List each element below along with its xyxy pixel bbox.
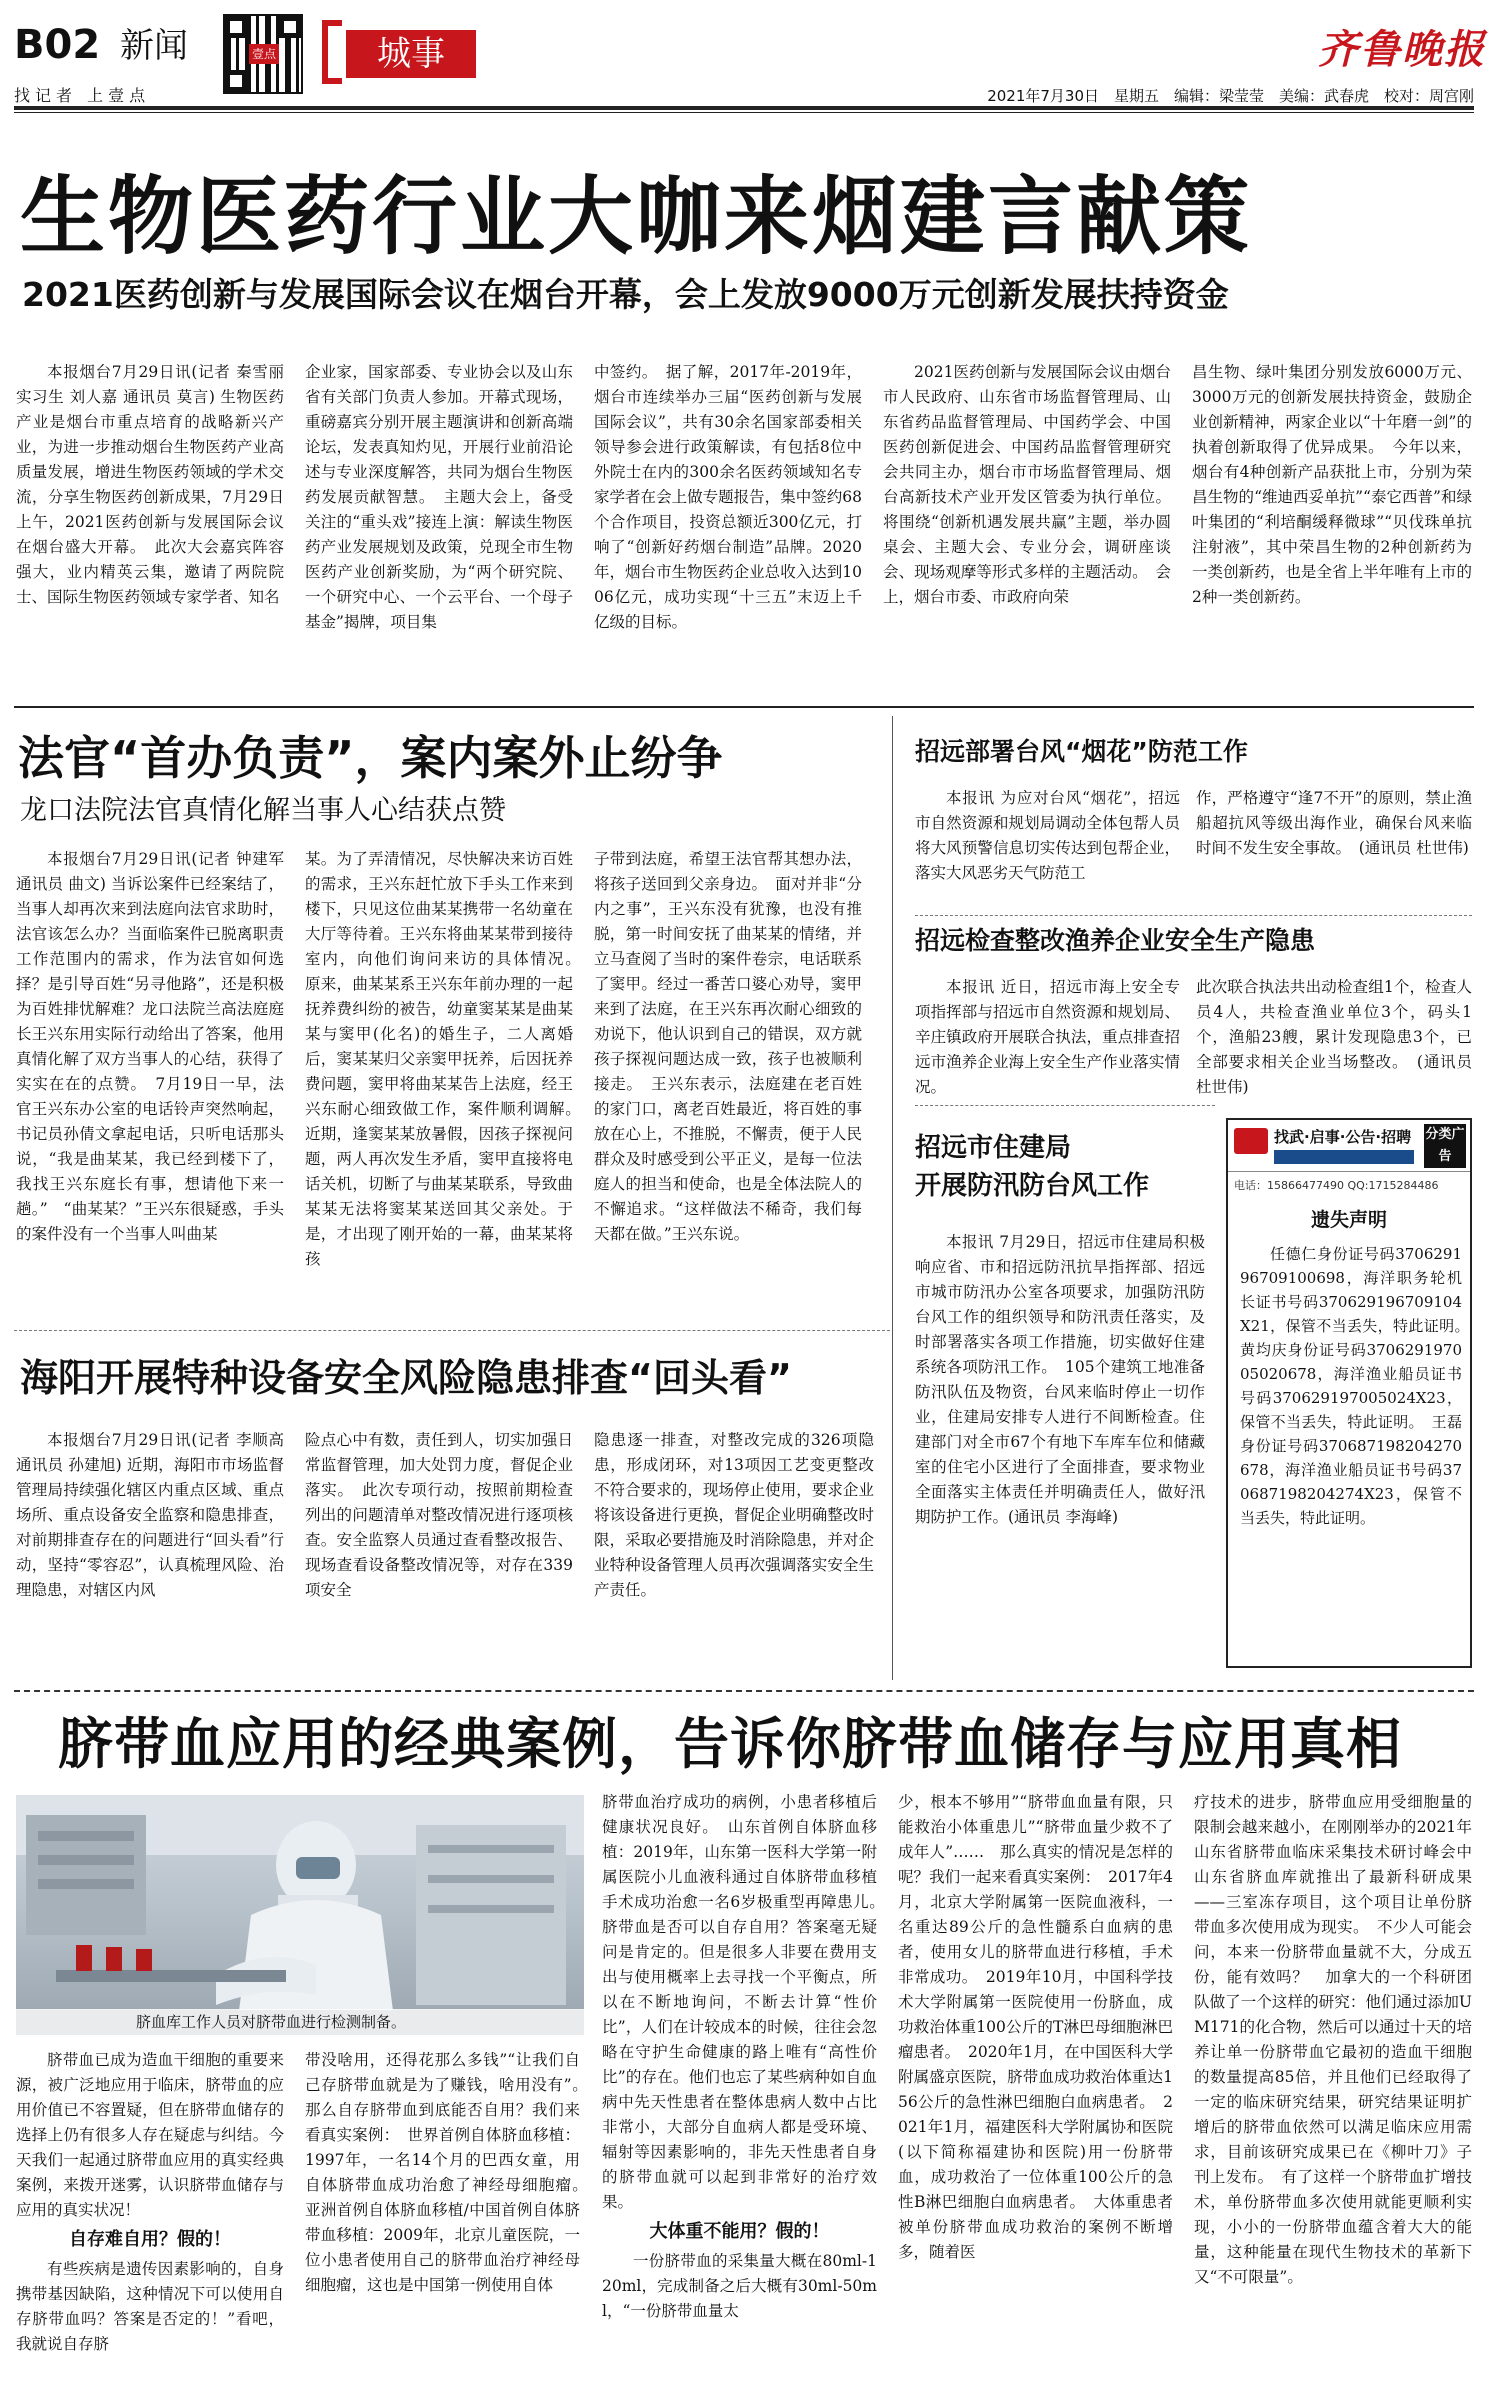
headline-flood-2: 开展防汛防台风工作 [915,1171,1150,1201]
a2-column-2: 某。为了弄清情况，尽快解决来访百姓的需求，王兴东赶忙放下手头工作来到楼下，只见这位曲某某携带一名幼童在大厅等待着。王兴东将曲某某带到接待室内，向他们询问来访的具体情况。 原来，曲某某系王兴东年前办理的一起抚养费纠纷的被告，幼童窦某某是曲某某与窦甲(化名)的婚生子，二人离婚后，窦某某归父亲窦甲抚养，后因抚养费问题，窦甲将曲某某告上法庭，经王兴东耐心细致做工作，案件顺利调解。 近期，逢窦某某放暑假，因孩子探视问题，两人再次发生矛盾，窦甲直接将电话关机，切断了与曲某某联系，导致曲某某无法将窦某某送回其父亲处。于是，才出现了刚开始的一幕，曲某某将孩 [305,850,589,1268]
photo-caption: 脐血库工作人员对脐带血进行检测制备。 [16,2009,584,2035]
a4-column-1: 本报讯 近日，招远市海上安全专项指挥部与招远市自然资源和规划局、辛庄镇政府开展联合执法，重点排查招远市渔养企业海上安全生产作业落实情况。 [915,978,1180,1096]
headline-fishery: 招远检查整改渔养企业安全生产隐患 [915,926,1316,955]
qr-logo-label: 壹点 [249,44,279,64]
a6-column-3: 隐患逐一排查，对整改完成的326项隐患，形成闭环，对13项因工艺变更整改不符合要求的，现场停止使用，要求企业将该设备进行更换，督促企业明确整改时限，采取必要措施及时消除隐患，并对企业特种设备管理人员再次强调落实安全生产责任。 [594,1431,874,1599]
page-number: B02 [14,22,101,68]
section-divider [14,1690,1474,1692]
a7-column-5: 疗技术的进步，脐带血应用受细胞量的限制会越来越小，在刚刚举办的2021年山东省脐带血临床采集技术研讨峰会中山东省脐血库就推出了最新科研成果——三室冻存项目，这个项目让单份脐带血多次使用成为现实。 不少人可能会问，本来一份脐带血量就不大，分成五份，能有效吗？ 加拿大的一个科研团队做了一个这样的研究：他们通过添加UM171的化合物，然后可以通过十天的培养让单一份脐带血它最初的造血干细胞的数量提高85倍，并且他们已经取得了一定的临床研究结果，研究结果证明扩增后的脐带血依然可以满足临床应用需求，目前该研究成果已在《柳叶刀》子刊上发布。 有了这样一个脐带血扩增技术，单份脐带血多次使用就能更顺利实现，小小的一份脐带血蕴含着大大的能量，这种能量在现代生物技术的革新下又“不可限量”。 [1194,1793,1472,2286]
a2-column-1: 本报烟台7月29日讯(记者 钟建军 通讯员 曲文) 当诉讼案件已经案结了，当事人却再次来到法庭向法官求助时，法官该怎么办？当面临案件已脱离职责工作范围内的需求，作为法官如何选择？是引导百姓“另寻他路”，还是积极为百姓排忧解难？龙口法院兰高法庭庭长王兴东用实际行动给出了答案，他用真情化解了双方当事人的心结，获得了实实在在的点赞。 7月19日一早，法官王兴东办公室的电话铃声突然响起，书记员孙倩文拿起电话，只听电话那头说，“我是曲某某，我已经到楼下了，我找王兴东庭长有事，想请他下来一趟。” “曲某某？”王兴东很疑惑，手头的案件没有一个当事人叫曲某 [16,850,284,1243]
tagline: 找记者 上壹点 [14,86,151,105]
section-tab[interactable]: 城事 [346,30,476,78]
subheadline-court: 龙口法院法官真情化解当事人心结获点赞 [20,795,506,826]
masthead-rule [14,106,1474,110]
ad-banner: 找武·启事·公告·招聘 [1274,1128,1412,1146]
a7-column-1: 脐带血已成为造血干细胞的重要来源，被广泛地应用于临床，脐带血的应用价值已不容置疑，但在脐带血储存的选择上仍有很多人存在疑虑与纠结。今天我们一起通过脐带血应用的真实经典案例，来拨开迷雾，认识脐带血储存与应用的真实状况！ 自存难自用？假的！ 有些疾病是遗传因素影响的，自身携带基因缺陷，这种情况下可以使用自存脐带血吗？答案是否定的！”看吧，我就说自存脐 [16,2051,284,2353]
a7-subhead-self-use: 自存难自用？假的！ [69,2229,231,2250]
headline-flood-1: 招远市住建局 [915,1133,1072,1163]
a7-column-4: 少，根本不够用”“脐带血血量有限，只能救治小体重患儿”“脐带血量少救不了成年人”…… 那么真实的情况是怎样的呢？我们一起来看真实案例： 2017年4月，北京大学附属第一医院血液科，一名重达89公斤的急性髓系白血病的患者，使用女儿的脐带血进行移植，手术非常成功。 2019年10月，中国科学技术大学附属第一医院使用一份脐血，成功救治体重100公斤的T淋巴母细胞淋巴瘤患者。 2020年1月，在中国医科大学附属盛京医院，脐带血成功救治体重达156公斤的急性淋巴细胞白血病患者。 2021年1月，福建医科大学附属协和医院(以下简称福建协和医院)用一份脐带血，成功救治了一位体重100公斤的急性B淋巴细胞白血病患者。 大体重患者被单份脐带血成功救治的案例不断增多，随着医 [898,1793,1173,2261]
a3-column-2: 作，严格遵守“逢7不开”的原则，禁止渔船超抗风等级出海作业，确保台风来临时间不发生安全事故。 (通讯员 杜世伟) [1196,789,1472,857]
a1-column-2: 企业家，国家部委、专业协会以及山东省有关部门负责人参加。开幕式现场，重磅嘉宾分别开展主题演讲和创新高端论坛，发表真知灼见，开展行业前沿论述与专业深度解答，共同为烟台生物医药发展贡献智慧。 主题大会上，备受关注的“重头戏”接连上演：解读生物医药产业发展规划及政策，兑现全市生物医药产业创新奖励，为“两个研究院、一个研究中心、一个云平台、一个母子基金”揭牌，项目集 [305,363,573,631]
lab-scene-illustration [16,1795,584,2035]
headline-typhoon: 招远部署台风“烟花”防范工作 [915,737,1248,766]
a2-column-3: 子带到法庭，希望王法官帮其想办法，将孩子送回到父亲身边。 面对并非“分内之事”，王兴东没有犹豫，也没有推脱，第一时间安抚了曲某某的情绪，并立马查阅了当时的案件卷宗，电话联系了窦甲。经过一番苦口婆心劝导，窦甲来到了法庭，在王兴东再次耐心细致的劝说下，他认识到自己的错误，双方就孩子探视问题达成一致，孩子也被顺利接走。 王兴东表示，法庭建在老百姓的家门口，离老百姓最近，将百姓的事放在心上，不推脱，不懈责，便于人民群众及时感受到公平正义，是每一位法庭人的担当和使命，也是全体法院人的不懈追求。“这样做法不稀奇，我们每天都在做。”王兴东说。 [594,850,862,1243]
a7-column-3: 脐带血治疗成功的病例，小患者移植后健康状况良好。 山东首例自体脐血移植：2019年，山东第一医科大学第一附属医院小儿血液科通过自体脐带血移植手术成功治愈一名6岁极重型再障患儿。 脐带血是否可以自存自用？答案毫无疑问是肯定的。但是很多人非要在费用支出与使用概率上去寻找一个平衡点，所以在不断地询问，不断去计算“性价比”，人们在计较成本的时候，往往会忽略在守护生命健康的路上唯有“高性价比”的存在。他们也忘了某些病种如自血病中先天性患者在整体患病人数中占比非常小，大部分自血病人都是受环境、辐射等因素影响的，非先天性患者自身的脐带血就可以起到非常好的治疗效果。 大体重不能用？假的！ 一份脐带血的采集量大概在80ml-120ml，完成制备之后大概有30ml-50ml，“一份脐带血量太 [602,1793,893,2320]
divider [14,706,1474,708]
a7-subhead-weight: 大体重不能用？假的！ [649,2221,830,2242]
headline-cord-blood: 脐带血应用的经典案例，告诉你脐带血储存与应用真相 [58,1712,1403,1776]
ad-phone: 电话：15866477490 QQ:1715284486 [1234,1179,1439,1192]
a7-column-2: 带没啥用，还得花那么多钱”“让我们自己存脐带血就是为了赚钱，啥用没有”。 那么自存脐带血到底能否自用？我们来看真实案例： 世界首例自体脐血移植：1997年，一名14个月的巴西女童，用自体脐带血成功治愈了神经母细胞瘤。 亚洲首例自体脐血移植/中国首例自体脐带血移植：2009年，北京儿童医院，一位小患者使用自己的脐带血治疗神经母细胞瘤，这也是中国第一例使用自体 [305,2051,596,2294]
a3-column-1: 本报讯 为应对台风“烟花”，招远市自然资源和规划局调动全体包帮人员将大风预警信息切实传达到包帮企业，落实大风恶劣天气防范工 [915,789,1180,882]
a1-column-5: 昌生物、绿叶集团分别发放6000万元、3000万元的创新发展扶持资金，鼓励企业创新精神，两家企业以“十年磨一剑”的执着创新取得了优异成果。 今年以来，烟台有4种创新产品获批上市，分别为荣昌生物的“维迪西妥单抗”“泰它西普”和绿叶集团的“利培酮缓释微球”“贝伐珠单抗注射液”，其中荣昌生物的2种创新药为一类创新药，也是全省上半年唯有上市的2种一类创新药。 [1192,363,1472,606]
ad-logo [1234,1128,1268,1154]
vertical-divider [892,716,893,1680]
qr-code[interactable] [223,14,303,94]
a1-column-1: 本报烟台7月29日讯(记者 秦雪丽 实习生 刘人嘉 通讯员 莫言) 生物医药产业是烟台市重点培育的战略新兴产业，为进一步推动烟台生物医药产业高质量发展，增进生物医药领域的学术交流，分享生物医药创新成果，7月29日上午，2021医药创新与发展国际会议在烟台盛大开幕。 此次大会嘉宾阵容强大，业内精英云集，邀请了两院院士、国际生物医药领域专家学者、知名 [16,363,284,606]
subheadline-biomedicine: 2021医药创新与发展国际会议在烟台开幕，会上发放9000万元创新发展扶持资金 [22,275,1229,314]
a4-column-2: 此次联合执法共出动检查组1个，检查人员4人，共检查渔业单位3个，码头1个，渔船23艘，累计发现隐患3个，已全部要求相关企业当场整改。 (通讯员 杜世伟) [1196,978,1472,1096]
classified-ad [1226,1118,1478,1668]
ad-badge: 分类广告 [1424,1124,1466,1168]
section-label: 新闻 [120,26,188,66]
headline-court: 法官“首办负责”，案内案外止纷争 [18,731,723,785]
a6-column-2: 险点心中有数，责任到人，切实加强日常监督管理，加大处罚力度，督促企业落实。 此次专项行动，按照前期检查列出的问题清单对整改情况进行逐项核查。安全监察人员通过查看整改报告、现场查看设备整改情况等，对存在339项安全 [305,1431,573,1599]
ad-notice-title: 遗失声明 [1310,1209,1387,1231]
a6-column-1: 本报烟台7月29日讯(记者 李顺高 通讯员 孙建旭) 近期，海阳市市场监督管理局持续强化辖区内重点区域、重点场所、重点设备安全监察和隐患排查，对前期排查存在的问题进行“回头看”行动，坚持“零容忍”，认真梳理风险、治理隐患，对辖区内风 [16,1431,284,1599]
a1-column-4: 2021医药创新与发展国际会议由烟台市人民政府、山东省市场监督管理局、山东省药品监督管理局、中国药学会、中国医药创新促进会、中国药品监督管理研究会共同主办，烟台市市场监督管理局、烟台高新技术产业开发区管委为执行单位。将围绕“创新机遇发展共赢”主题，举办圆桌会、主题大会、专业分会，调研座谈会、现场观摩等形式多样的主题活动。 会上，烟台市委、市政府向荣 [883,363,1171,606]
lab-photo [16,1795,584,2035]
ad-strip [1274,1150,1414,1164]
headline-biomedicine: 生物医药行业大咖来烟建言献策 [20,168,1253,267]
a5-body: 本报讯 7月29日，招远市住建局积极响应省、市和招远防汛抗旱指挥部、招远市城市防汛办公室各项要求，加强防汛防台风工作的组织领导和防汛责任落实，及时部署落实各项工作措施，切实做好住建系统各项防汛工作。 105个建筑工地准备防汛队伍及物资，台风来临时停止一切作业，住建局安排专人进行不间断检查。住建部门对全市67个有地下车库车位和储藏室的住宅小区进行了全面排查，要求物业全面落实主体责任并明确责任人，做好汛期防护工作。(通讯员 李海峰) [915,1233,1205,1526]
headline-special-equipment: 海阳开展特种设备安全风险隐患排查“回头看” [20,1356,792,1400]
section-tab-bracket [322,20,342,84]
brand-logo: 齐鲁晚报 [1318,27,1486,73]
ad-notice-body: 任德仁身份证号码370629196709100698，海洋职务轮机长证书号码370629196709104X21，保管不当丢失，特此证明。 黄均庆身份证号码370629197005020678，海洋渔业船员证书号码370629197005024X23，保管不当丢失，特此证明。 王磊身份证号码370687198204270678，海洋渔业船员证书号码370687198204274X23，保管不当丢失，特此证明。 [1240,1245,1478,1527]
date-line: 2021年7月30日 星期五 编辑：梁莹莹 美编：武春虎 校对：周宫刚 [987,87,1474,105]
a1-column-3: 中签约。 据了解，2017年-2019年，烟台市连续举办三届“医药创新与发展国际会议”，共有30余名国家部委相关领导参会进行政策解读，有包括8位中外院士在内的300余名医药领域知名专家学者在会上做专题报告，集中签约68个合作项目，投资总额近300亿元，打响了“创新好药烟台制造”品牌。2020年，烟台市生物医药企业总收入达到1006亿元，成功实现“十三五”末迈上千亿级的目标。 [594,363,862,631]
